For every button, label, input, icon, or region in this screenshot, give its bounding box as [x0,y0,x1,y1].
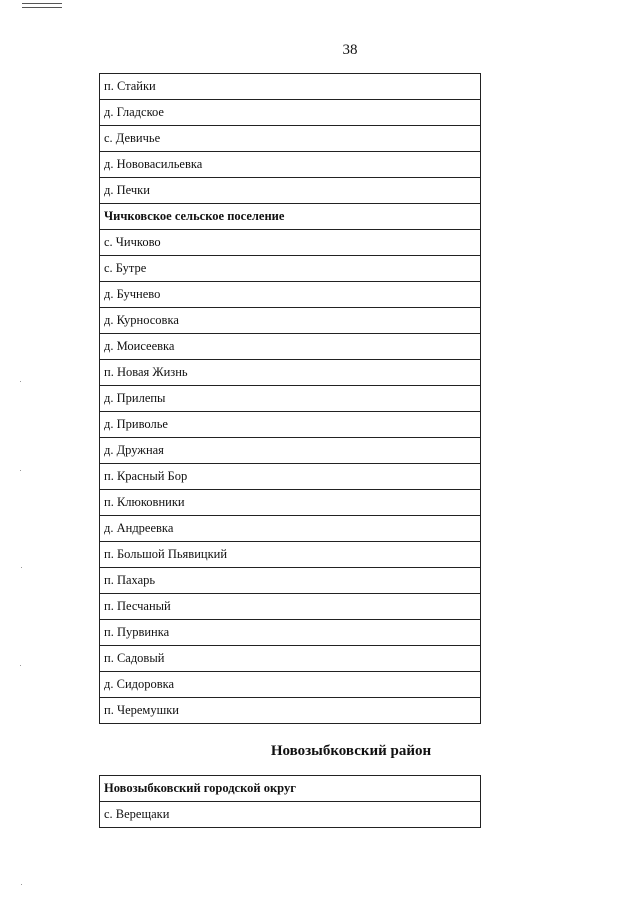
table-row [100,438,481,464]
settlement-cell: д. Бучнево [100,282,481,308]
table-row [100,698,481,724]
table-row [100,594,481,620]
table-row [100,334,481,360]
district-title: Новозыбковский район [270,743,432,759]
settlement-cell: п. Пурвинка [100,620,481,646]
table-row [100,672,481,698]
settlement-cell: п. Черемушки [100,698,481,724]
settlement-cell: п. Песчаный [100,594,481,620]
settlement-cell: д. Дружная [100,438,481,464]
settlement-cell: д. Гладское [100,100,481,126]
table-row [100,464,481,490]
table-row [100,230,481,256]
section-heading-cell: Новозыбковский городской округ [100,776,481,802]
table-row [100,308,481,334]
table-row [100,100,481,126]
settlement-cell: с. Бутре [100,256,481,282]
settlement-cell: п. Красный Бор [100,464,481,490]
settlement-cell: д. Нововасильевка [100,152,481,178]
settlement-cell: п. Новая Жизнь [100,360,481,386]
settlement-cell: д. Сидоровка [100,672,481,698]
table-row [100,412,481,438]
settlements-table-body [100,74,481,724]
section-heading-row [100,204,481,230]
table-row [100,256,481,282]
table-row [100,568,481,594]
table-row [100,282,481,308]
settlement-cell: п. Большой Пьявицкий [100,542,481,568]
section-heading-row [100,776,481,802]
table-row [100,542,481,568]
table-row [100,126,481,152]
table-row [100,620,481,646]
table-row [100,178,481,204]
table-row [100,646,481,672]
table-row [100,386,481,412]
settlement-cell: с. Верещаки [100,802,481,828]
settlements-table [99,73,481,724]
settlement-cell: с. Чичково [100,230,481,256]
settlement-cell: д. Моисеевка [100,334,481,360]
settlement-cell: п. Пахарь [100,568,481,594]
page-number: 38 [342,42,358,58]
section-heading-cell: Чичковское сельское поселение [100,204,481,230]
district-settlements-table-body [100,776,481,828]
table-row [100,74,481,100]
settlement-cell: с. Девичье [100,126,481,152]
table-row [100,490,481,516]
settlement-cell: д. Курносовка [100,308,481,334]
settlement-cell: д. Прилепы [100,386,481,412]
settlement-cell: д. Печки [100,178,481,204]
district-settlements-table [99,775,481,828]
table-row [100,152,481,178]
settlement-cell: п. Садовый [100,646,481,672]
settlement-cell: п. Стайки [100,74,481,100]
table-row [100,360,481,386]
settlement-cell: д. Приволье [100,412,481,438]
settlement-cell: п. Клюковники [100,490,481,516]
corner-scan-mark [22,3,62,8]
table-row [100,516,481,542]
settlement-cell: д. Андреевка [100,516,481,542]
table-row [100,802,481,828]
